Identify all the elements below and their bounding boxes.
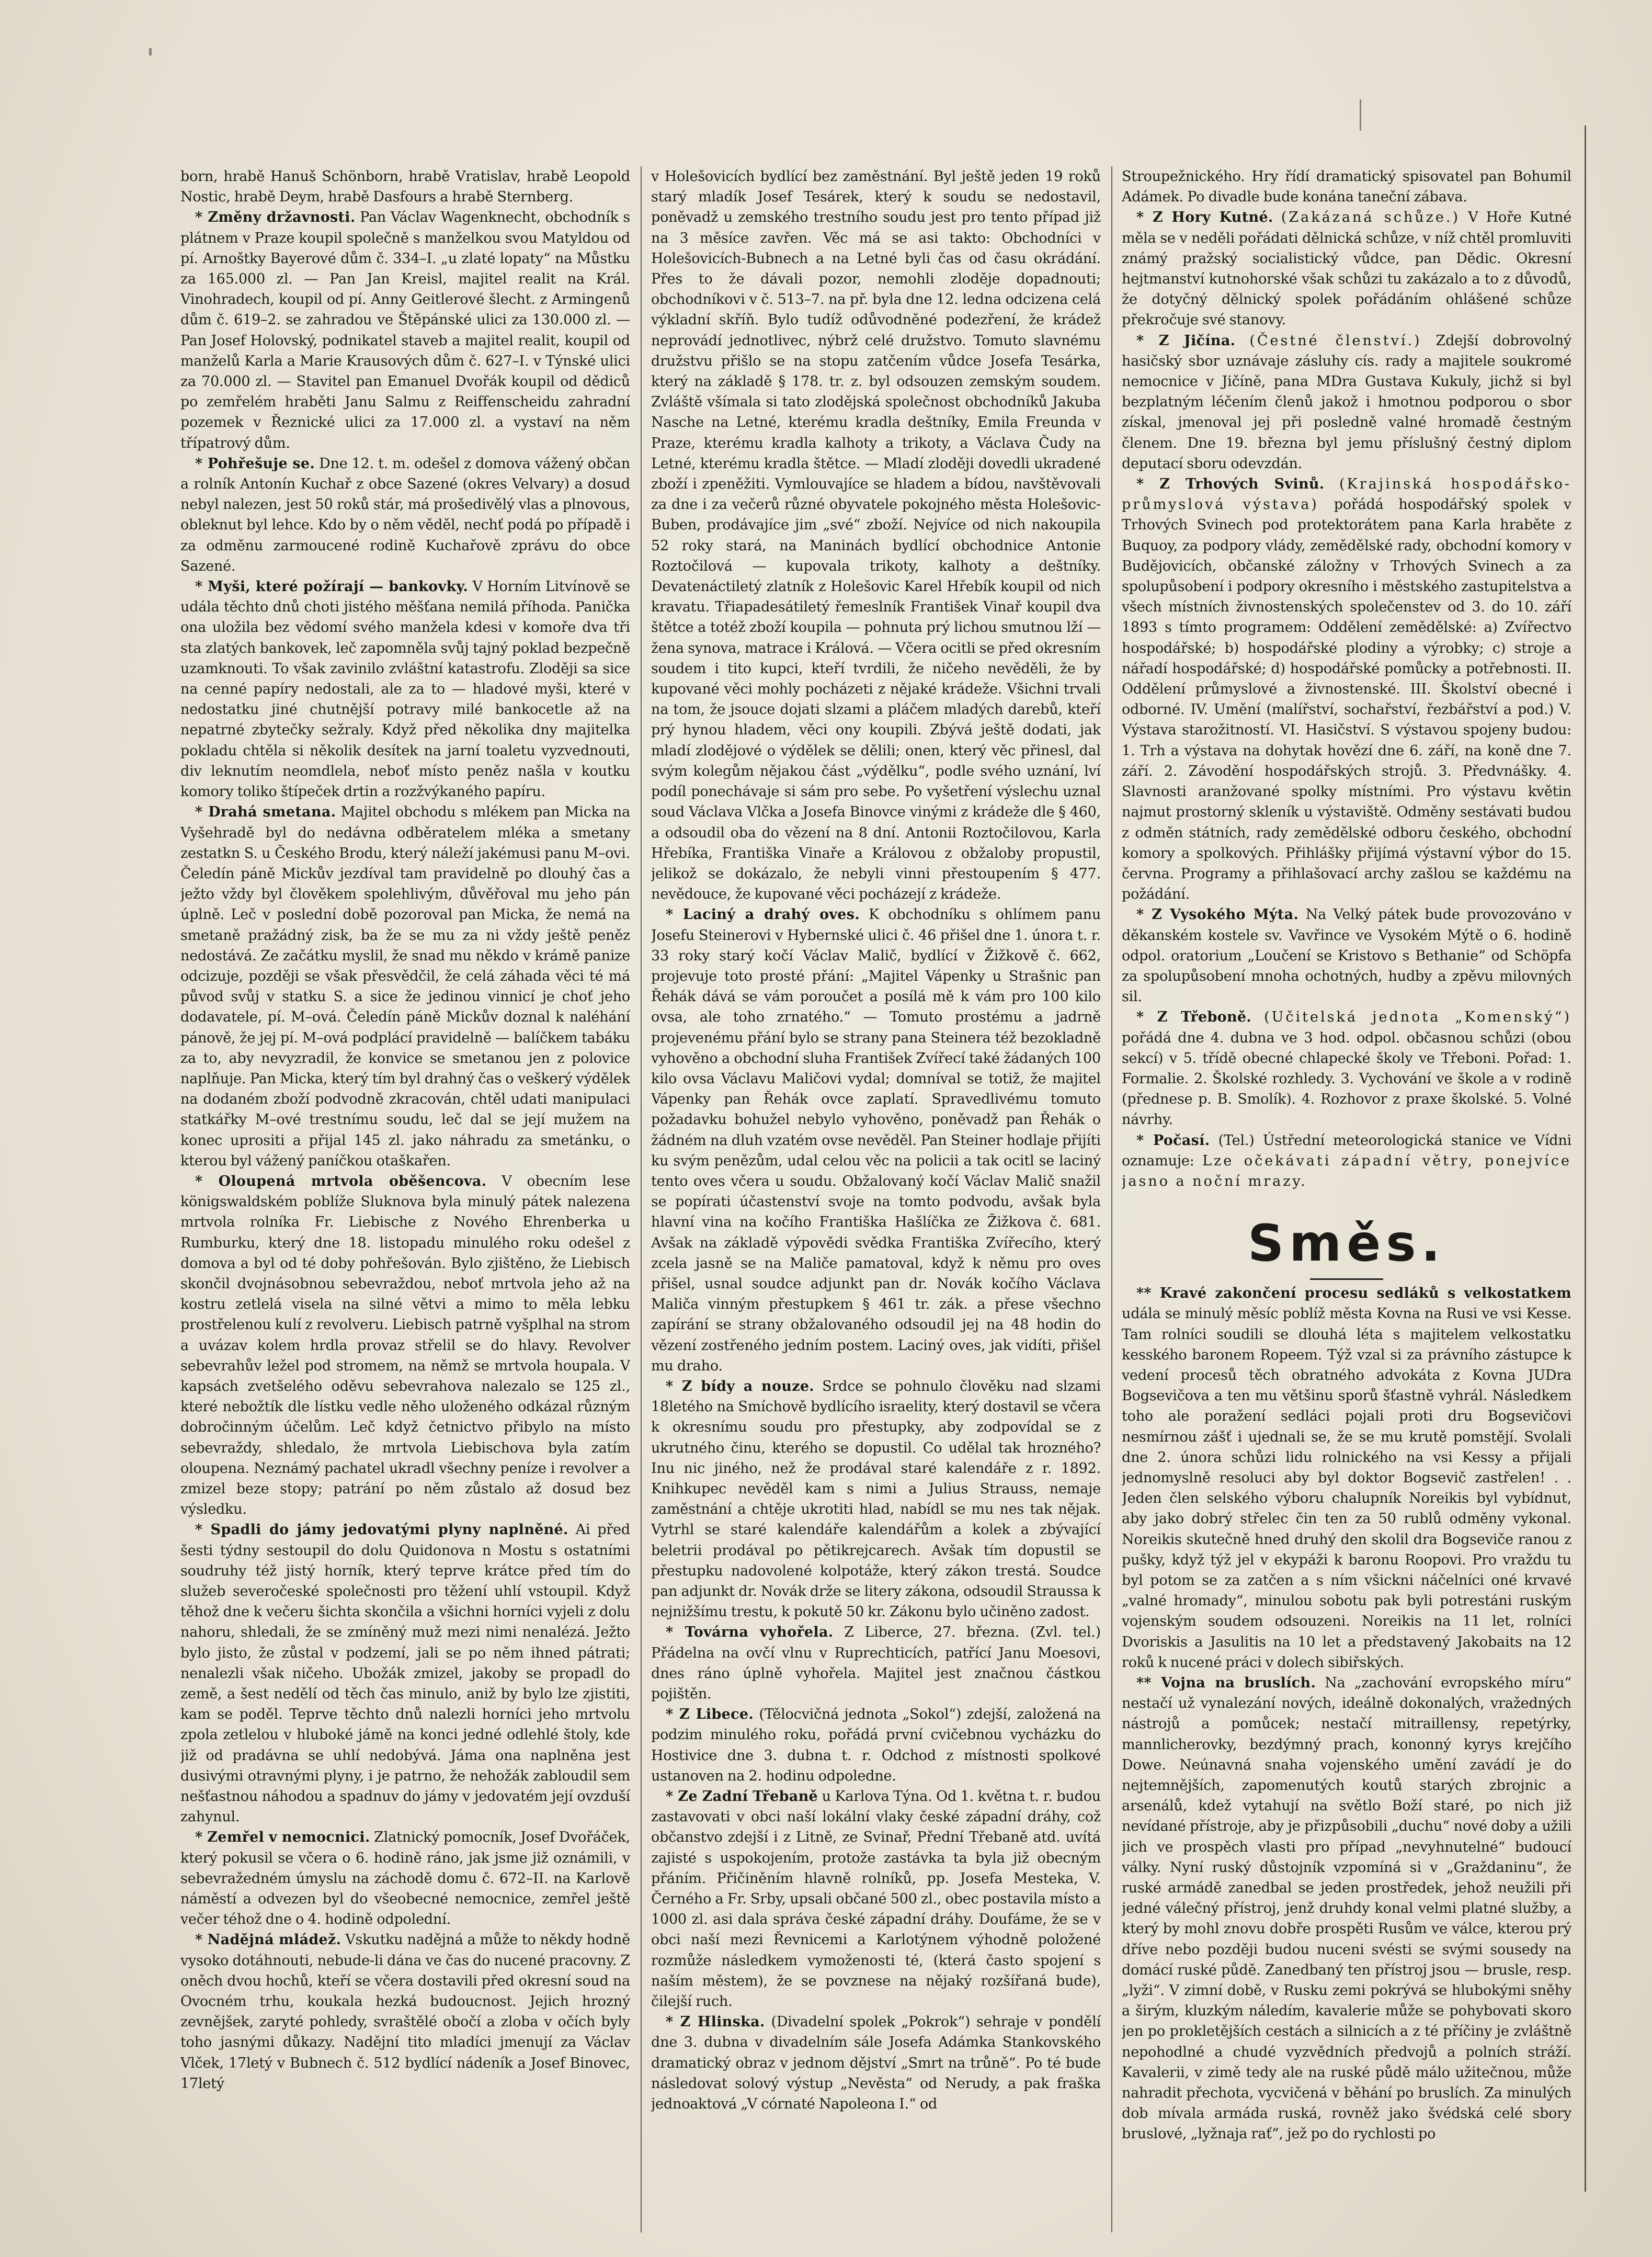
article-heading: * Oloupená mrtvola oběšencova. bbox=[195, 1173, 487, 1189]
article-heading: * Z Hlinska. bbox=[666, 2014, 765, 2031]
article-text: pořádá hospodářský spolek v Trhových Svinech pod protektorátem pana Karla hraběte z Buquoy, za podpory vlády, zemědělské rady, obchodní komory v Budějovicích, občanské záložny v Trhových Svinech a za spolupůsobení i podpory okresního i městského zastupitelstva a všech místních živnostenských společenstev od 3. do 10. září 1893 s tímto programem: Oddělení zemědělské: a) Zvířectvo hospodářské; b) hospodářské plodiny a výrobky; c) stroje a nářadí hospodářské; d) hospodářské pomůcky a potřebnosti. II. Oddělení průmyslové a živnostenské. III. Školství obecné i odborné. IV. Umění (malířství, sochařství, řezbářství a pod.) V. Výstava starožitností. VI. Hasičství. S výstavou spojeny budou: 1. Trh a výstava na dohytak hovězí dne 6. září, na koně dne 7. září. 2. Závodění hospodářských strojů. 3. Předvnášky. 4. Slavnosti aranžované spolky místními. Pro výstavu květin najmut prostorný skleník u výstaviště. Odměny sestávati budou z odměn státních, rady zemědělské odboru českého, obchodní komory a spolkových. Přihlášky přijímá výstavní výbor do 15. června. Programy a přihlašovací archy zašlou se každému na požádání. bbox=[1122, 496, 1571, 903]
article-subheading: (Zakázaná schůze.) bbox=[1281, 209, 1460, 226]
article-draha-smetana bbox=[180, 802, 630, 1171]
article-heading: ** Vojna na bruslích. bbox=[1136, 1675, 1316, 1692]
article-text: v Holešovicích bydlící bez zaměstnání. Byl ještě jeden 19 roků starý mladík Josef Tesárek, který k soudu se nedostavil, poněvadž u zemského trestního soudu jest pro tento případ již na 3 měsíce zavřen. Věc má se asi takto: Obchodníci v Holešovicích-Bubnech a na Letné byli čas od času okrádání. Přes to že dávali pozor, nemohli zloděje dopadnouti; obchodníkovi v č. 513–7. na př. byla dne 12. ledna odcizena celá výkladní skříň. Bylo tudíž odůvodněné podezření, že krádež neprovádí jednotlivec, nýbrž celé družstvo. Tomuto slavnému družstvu přišlo se na stopu zatčením vůdce Josefa Tesárka, který na základě § 178. tr. z. byl odsouzen zemským soudem. Zvláště všímala si tato zlodějská společnost obchodníků Jakuba Nasche na Letné, kterému kradla deštníky, Emila Freunda v Praze, kterému kradla kalhoty a trikoty, a Václava Čudy na Letné, kterému kradla štětce. — Mladí zloději dovedli ukradené zboží i zpeněžiti. Vymlouvajíce se hladem a bídou, navštěvovali za dne i za večerů různé obyvatele pokojného města Holešovic-Buben, prodávajíce jim „své“ zboží. Nejvíce od nich nakoupila 52 roky stará, na Maninách bydlící obchodnice Antonie Roztočilová — kupovala trikoty, kalhoty a deštníky. Devatenáctiletý zlatník z Holešovic Karel Hřebík koupil od nich kravatu. Třiapadesátiletý řemeslník František Vinař koupil dva štětce a totéž zboží koupila — pohnuta prý lichou smutnou lží — žena synova, matrace i Králová. — Včera ocitli se před okresním soudem i tito kupci, kteří tvrdili, že ničeho nevěděli, že by kupované věci mohly pocházeti z nějaké krádeže. Všichni trvali na tom, že jsouce dojati slzami a pláčem mladých darebů, kteří prý hynou hladem, věci ony koupili. Zbývá ještě dodati, jak mladí zlodějové o výdělek se dělili; onen, který věc přinesl, dal svým kolegům nějakou část „výdělku“, podle svého uznání, lví podíl ponechávaje si sám pro sebe. Po vyšetření výslechu uznal soud Václava Vlčka a Josefa Binovce vinými z krádeže dle § 460, a odsoudil oba do vězení na 8 dní. Antonii Roztočilovou, Karla Hřebíka, Františka Vinaře a Královou z obžaloby propustil, jelikož se dokázalo, že nebyli vinni přestoupením § 477. nevědouce, že kupované věci pocházejí z krádeže. bbox=[651, 168, 1101, 903]
article-heading: * Z Jičína. bbox=[1136, 332, 1236, 349]
article-krvave-zakonceni-procesu bbox=[1122, 1283, 1571, 1673]
article-heading: * Ze Zadní Třebaně bbox=[666, 1788, 818, 1805]
article-z-jicina bbox=[1122, 331, 1571, 474]
article-text: Pan Václav Wagenknecht, obchodník s plátnem v Praze koupil společně s manželkou svou Matyldou od pí. Arnoštky Bayerové dům č. 334–I. „u zlaté lopaty“ na Můstku za 165.000 zl. — Pan Jan Kreisl, majitel realit na Král. Vinohradech, koupil od pí. Anny Geitlerové šlecht. z Armingenů dům č. 619–2. se zahradou ve Štěpánské ulici za 130.000 zl. — Pan Josef Holovský, podnikatel staveb a majitel realit, koupil od manželů Karla a Marie Krausových dům č. 627–I. v Týnské ulici za 70.000 zl. — Stavitel pan Emanuel Dvořák koupil od dědiců po zemřelém hraběti Janu Salmu z Reiffenscheidu zahradní pozemek v Řeznické ulici za 17.000 zl. a vystaví na něm třípatrový dům. bbox=[180, 209, 630, 451]
article-text: Zlatnický pomocník, Josef Dvořáček, který pokusil se včera o 6. hodině ráno, jak jsme již oznámili, v sebevražedném úmyslu na záchodě domu č. 672–II. na Karlově náměstí a odvezen byl do všeobecné nemocnice, zemřel ještě večer téhož dne o 4. hodině odpolední. bbox=[180, 1829, 630, 1928]
ink-speck bbox=[1360, 99, 1361, 131]
article-pohresuje-se bbox=[180, 453, 630, 576]
article-pocasi bbox=[1122, 1130, 1571, 1192]
article-zmeny-drzebnosti bbox=[180, 207, 630, 453]
article-heading: * Z Hory Kutné. bbox=[1136, 209, 1273, 226]
article-text: Z Liberce, 27. března. (Zvl. tel.) Přádelna na ovčí vlnu v Ruprechticích, patřící Janu Moesovi, dnes ráno úplně vyhořela. Majitel jest značnou částkou pojištěn. bbox=[651, 1624, 1101, 1703]
article-text: Ai před šesti týdny sestoupil do dolu Quidonova n Mostu s ostatními soudruhy též jistý horník, který teprve krátce před tím do služeb severočeské společnosti pro těžení uhlí vstoupil. Když těhož dne k večeru šichta skončila a všichni horníci vyjeli z dolu nahoru, shledali, že se zmíněný muž mezi nimi nenalézá. Ježto bylo jisto, že zůstal v podzemí, jali se po něm ihned pátrati; nenalezli však ničeho. Ubožák zmizel, jakoby se propadl do země, a šest nedělí od těch čas minulo, aniž by bylo lze zjistiti, kam se poděl. Teprve těchto dnů nalezli horníci jeho mrtvolu zpola zetlelou v hluboké jámě na konci jedné odlehlé štoly, kde již od pradávna se uhlí nedobývá. Jáma ona naplněna jest dusivými otravnými plyny, i je patrno, že nehožák zabloudil sem nešťastnou náhodou a spadnuv do jámy v jedovatém její ovzduší zahynul. bbox=[180, 1522, 630, 1825]
article-continuation bbox=[1122, 166, 1571, 207]
article-text: (Divadelní spolek „Pokrok“) sehraje v pondělí dne 3. dubna v divadelním sále Josefa Adámka Stankovského dramatický obraz v jednom dějství „Smrt na trůně“. Po té bude následovat solový výstup „Nevěsta“ od Nerudy, a pak fraška jednoaktová „V córnaté Napoleona I.“ od bbox=[651, 2014, 1101, 2113]
article-text: Stroupežnického. Hry řídí dramatický spisovatel pan Bohumil Adámek. Po divadle bude konána taneční zábava. bbox=[1122, 168, 1571, 206]
article-text: Dne 12. t. m. odešel z domova vážený občan a rolník Antonín Kuchař z obce Sazené (okres Velvary) a dosud nebyl nalezen, jest 50 roků stár, má prošedivělý vlas a plnovous, obleknut byl lehce. Kdo by o něm věděl, nechť podá po případě i za odměnu zarmoucené rodině Kuchařově zprávu do obce Sazené. bbox=[180, 455, 630, 574]
article-continuation bbox=[180, 166, 630, 207]
article-text: K obchodníku s ohlímem panu Josefu Steinerovi v Hybernské ulici č. 46 přišel dne 1. února t. r. 33 roky starý kočí Václav Malič, bydlící v Žižkově č. 662, projevuje toto prosté přání: „Majitel Vápenky u Strašnic pan Řehák dává se vám poroučet a posílá mě k vám pro 100 kilo ovsa, ale toho zrnatého.“ — Tomuto prostému a jadrně projevenému přání bylo se strany pana Steinera též bezokladně vyhověno a obchodní sluha František Zvířecí také žádaných 100 kilo ovsa Václavu Maličovi vydal; domníval se totiž, že majitel Vápenky pan Řehák ovce zaplatí. Spravedlivému tomuto požadavku bohužel nebylo vyhověno, poněvadž pan Řehák o žádném na dluh vzatém ovse nevěděl. Pan Steiner hodlaje přijíti ku svým penězům, udal celou věc na policii a tak ocitl se laciný tento oves včera u soudu. Obžalovaný kočí Václav Malič snažil se popírati účastenství svoje na tomto podvodu, avšak byla hlavní vina na kočího Františka Hašlíčka ze Žižkova č. 681. Avšak na základě výpovědi svědka Františka Zvířecího, který zcela jasně se na Maliče pamatoval, když k němu pro oves přišel, usnal soudce adjunkt pan dr. Novák kočího Václava Maliča vinným přestupkem § 461 tr. zák. a přese všechno zapírání se strany obžalovaného odsoudil jej na 48 hodin do vězení zostřeného jedním postem. Laciný oves, jak vidíti, přišel mu draho. bbox=[651, 906, 1101, 1374]
section-heading-smes: Směs. bbox=[1248, 1214, 1445, 1273]
article-heading: * Pohřešuje se. bbox=[195, 455, 315, 472]
article-heading: * Z Vysokého Mýta. bbox=[1136, 906, 1299, 923]
article-heading: * Z Třeboně. bbox=[1136, 1009, 1252, 1026]
article-nadejna-mladez bbox=[180, 1930, 630, 2094]
article-text: Majitel obchodu s mlékem pan Micka na Vyšehradě byl do nedávna odběratelem mléka a smetany zestatkn S. u Českého Brodu, který náleží jakémusi panu M–ovi. Čeledín páně Mickův jezdíval tam pravidelně po dlouhý čas a ježto vždy byl člověkem spolehlivým, důvěřoval mu jeho pán úplně. Leč v poslední době pozoroval pan Micka, že nemá na smetaně pražádný zisk, ba že se mu za ni vždy ještě peněz nedostává. Ze začátku myslil, že snad mu někdo v krámě panize odcizuje, později se však přesvědčil, že celá záhada věci té má původ svůj v statku S. a sice že jedinou vinnicí je choť jeho dodavatele, pí. M–ová. Čeledín páně Mickův doznal k naléhání pánově, že jej pí. M–ová podplácí pravidelně — balíčkem tabáku za to, aby nevyzradil, že konvice se smetanou jen z polovice naplňuje. Pan Micka, který tím byl drahný čas o veškerý výdělek na dodaném zboží podvodně zkracován, chtěl udati manipulaci statkářky M–ové trestnímu soudu, leč dal se její mužem na konec uprositi a přijal 145 zl. jako náhradu za smetánku, o kterou byl vážený paníčkou otaškařen. bbox=[180, 804, 630, 1169]
article-z-trebone bbox=[1122, 1007, 1571, 1130]
article-heading: * Z Trhových Svinů. bbox=[1136, 476, 1325, 493]
column-3 bbox=[1122, 166, 1571, 2232]
article-subheading: (Krajinská hospodářsko-průmyslová výstava) bbox=[1122, 476, 1571, 513]
article-spadli-do-jamy bbox=[180, 1519, 630, 1827]
article-z-hory-kutne bbox=[1122, 207, 1571, 330]
column-divider bbox=[641, 166, 642, 2232]
column-2 bbox=[651, 166, 1101, 2232]
article-ze-zadni-trebane bbox=[651, 1786, 1101, 2012]
article-z-bidy-a-nouze bbox=[651, 1376, 1101, 1622]
article-text: u Karlova Týna. Od 1. května t. r. budou zastavovati v obci naší lokální vlaky české západní dráhy, což občanstvo zdejší i z Litně, ze Svinař, Přední Třebaně atd. uvítá zajisté s uspokojením, protože zastávka ta byla již obecným přáním. Přičiněním hlavně rolníků, pp. Josefa Mesteka, V. Černého a Fr. Srby, upsali občané 500 zl., obec postavila místo a 1000 zl. asi dala správa české západní dráhy. Doufáme, že se v obci naší mezi Řevnicemi a Karlotýnem výhodně položené rozmůže následkem vymoženosti té, (která často spojení s naším městem), že se povznese na nějaký rozšířaná bude), čilejší ruch. bbox=[651, 1788, 1101, 2010]
article-laciny-drahy-oves bbox=[651, 904, 1101, 1376]
article-heading: * Změny državnosti. bbox=[195, 209, 356, 226]
article-text: Srdce se pohnulo člověku nad slzami 18letého na Smíchově bydlícího israelity, který dostavil se včera k okresnímu soudu pro přestupky, aby zodpovídal se z ukrutného činu, kterého se dopustil. Co udělal tak hrozného? Inu nic jiného, než že prodával staré kalendáře z r. 1892. Knihkupec nevěděl kam s nimi a Julius Strauss, nemaje zaměstnání a chtěje ukrotiti hlad, nabídl se mu nes tak nějak. Vytrhl se staré kalendáře kalendářům a kolek a zbývající beletrii prodával po pětikrejcarech. Avšak tím dopustil se přestupku nadovolené kolpotáže, který zákon trestá. Soudce pan adjunkt dr. Novák drže se litery zákona, odsoudil Straussa k nejnižšímu trestu, k pokutě 50 kr. Zákonu bylo učiněno zadost. bbox=[651, 1378, 1101, 1620]
column-divider bbox=[1111, 166, 1112, 2232]
article-z-hlinska bbox=[651, 2012, 1101, 2114]
article-heading: * Spadli do jámy jedovatými plyny naplněné. bbox=[195, 1522, 568, 1538]
article-heading: * Drahá smetana. bbox=[195, 804, 336, 821]
article-heading: * Myši, které požírají — bankovky. bbox=[195, 579, 469, 595]
article-heading: * Zemřel v nemocnici. bbox=[195, 1829, 370, 1846]
article-z-trhovych-svinu bbox=[1122, 474, 1571, 904]
article-text: born, hrabě Hanuš Schönborn, hrabě Vratislav, hrabě Leopold Nostic, hrabě Deym, hrabě Dasfours a hrabě Sternberg. bbox=[180, 168, 630, 206]
article-heading: * Počasí. bbox=[1136, 1132, 1210, 1149]
weather-forecast: Lze očekávati západní větry, ponejvíce jasno a noční mrazy. bbox=[1122, 1152, 1571, 1189]
article-subheading: (Čestné členství.) bbox=[1249, 332, 1422, 349]
article-subheading: (Učitelská jednota „Komenský“) bbox=[1264, 1009, 1571, 1026]
article-text: (Tel.) Ústřední meteorologická stanice ve Vídni oznamuje: bbox=[1122, 1132, 1571, 1169]
article-text: pořádá dne 4. dubna ve 3 hod. odpol. občasnou schůzi (obou sekcí) v 5. třídě obecné chlapecké školy ve Třeboni. Pořad: 1. Formalie. 2. Školské rozhledy. 3. Vychování ve škole a v rodině (přednese p. B. Smolík). 4. Rozhovor z praxe školské. 5. Volné návrhy. bbox=[1122, 1029, 1571, 1128]
article-z-vysokeho-myta bbox=[1122, 904, 1571, 1007]
article-text: Na Velký pátek bude provozováno v děkanském kostele sv. Vavřince ve Vysokém Mýtě o 6. hodině odpol. oratorium „Loučení se Kristovo s Bethanie“ od Schöpfa za spolupůsobení mnoha ochotných, hudby a zpěvu milovných sil. bbox=[1122, 906, 1571, 1005]
article-vojna-na-bruslich bbox=[1122, 1673, 1571, 2145]
article-heading: * Továrna vyhořela. bbox=[666, 1624, 834, 1641]
column-1 bbox=[180, 166, 630, 2232]
article-text: Na „zachování evropského míru“ nestačí už vynalezání nových, ideálně dokonalých, vražedných nástrojů a pomůcek; nestačí mitraillensy, repetýrky, mannlicherovky, bezdýmný prach, kononný kyrys krejčího Dowe. Neúnavná snaha vojenského umění zavádí je do nejtemnějších, zapomenutých koutů starých zbrojnic a arsenálů, kdež vytahují na světlo Boží staré, po nich již nevídané přístroje, aby je přizpůsobili „duchu“ nové doby a užili jich ve prospěch vlasti pro případ „nevyhnutelné“ budoucí války. Nyní ruský důstojník vzpomíná si v „Graždaninu“, že ruské armádě zanedbal se jeden prostředek, jehož neužili při jedné válečný přístroj, jenž druhdy konal velmi platné služby, a který by mohl znovu dobře prospěti Rusům ve válce, kterou prý dříve nebo později budou nuceni svésti se svými sousedy na domácí ruské půdě. Zanedbaný ten přístroj jsou — brusle, resp. „lyži“. V zimní době, v Rusku zemi pokrývá se hlubokými sněhy a širým, kluzkým náledím, kavalerie může se pohybovati skoro jen po prokletějších cestách a silnicích a z té příčiny je zvláštně nepohodlné a chudé vyzvědních předvojů a polních stráží. Kavalerii, v zimě tedy ale na ruské půdě málo užitečnou, může nahradit přechota, vycvičená v běhání po bruslích. Za minulých dob mívala armáda ruská, rovněž jako švédská celé sbory bruslové, „lyžnaja rať“, jež po do rychlosti po bbox=[1122, 1675, 1571, 2142]
article-tovarna-vyhorela bbox=[651, 1622, 1101, 1704]
article-continuation bbox=[651, 166, 1101, 904]
article-text: (Tělocvičná jednota „Sokol“) zdejší, založená na podzim minulého roku, pořádá první cvičebnou vycházku do Hostivice dne 3. dubna t. r. Odchod z místnosti spolkové ustanoven na 2. hodinu odpoledne. bbox=[651, 1706, 1101, 1784]
section-divider bbox=[1310, 1278, 1383, 1280]
article-text: udála se minulý měsíc poblíž města Kovna na Rusi ve vsi Kesse. Tam rolníci soudili se dlouhá léta s majitelem velkostatku kesského baronem Ropeem. Týž vzal si za právního zástupce k vedení procesů těch obratného advokáta z Kovna JUDra Bogsevičova a ten mu většinu sporů šťastně vyhrál. Následkem toho ale poražení sedláci pojali proti dru Bogsevičovi nesmírnou zášť i ujednali se, že se mu krutě pomstějí. Svolali dne 2. února schůzi lidu rolnického na vsi Kessy a přijali jednomyslně resoluci aby byl doktor Bogsevič zastřelen! . . Jeden člen selského výboru chalupník Noreikis byl vybídnut, aby jako dobrý střelec čin ten za 50 rublů odměny vykonal. Noreikis skutečně hned druhý den skolil dra Bogseviče ranou z pušky, když týž jel v ekypáži k baronu Roopovi. Pro vraždu tu byl potom se za zatčen a s ním všickni náčelníci oné krvavé „valné hromady“, minulou sobotu pak byli potrestáni ruským vojenským soudem odsouzeni. Noreikis na 11 let, rolníci Dvoriskis a Jasulitis na 10 let a představený Jakobaits na 12 roků k nucené práci v dolech sibiřských. bbox=[1122, 1306, 1571, 1671]
article-text: Vskutku nadějná a může to někdy hodně vysoko dotáhnouti, nebude-li dána ve čas do nucené pracovny. Z oněch dvou hochů, kteří se včera dostavili před okresní soud na Ovocném trhu, koukala hezká budoucnost. Jejich hrozný zevnějšek, zaryté pohledy, svraštělé obočí a zloba v očích byly toho jasnými důkazy. Nadějní tito mladíci jmenují za Václav Vlček, 17letý v Bubnech č. 512 bydlící nádeník a Josef Binovec, 17letý bbox=[180, 1932, 630, 2092]
article-text: V Horním Litvínově se udála těchto dnů choti jistého měšťana nemilá příhoda. Panička ona uložila bez vědomí svého manžela kdesi v komoře dva tři sta zlatých bankovek, leč zapomněla svůj tajný poklad bezpečně uzamknouti. To však zavinilo zvláštní katastrofu. Zloději sa sice na cenné papíry nedostali, ale za to — hladové myši, které v nedostatku jiné chutnější potravy milé bankocetle až na nepatrné zbytečky sežraly. Když před několika dny majitelka pokladu chtěla si několik desítek na jarní toaletu vyzvednouti, div leknutím neomdlela, neboť místo peněz našla v koutku komory toliko štípeček drtin a rozžvýkaného papíru. bbox=[180, 579, 630, 800]
article-zemrel-v-nemocnici bbox=[180, 1827, 630, 1930]
page-body bbox=[180, 166, 1587, 2232]
article-text: V Hoře Kutné měla se v neděli pořádati dělnická schůze, v níž chtěl promluviti známý pražský socialistický vůdce, pan Dědic. Okresní hejtmanství kutnohorské však schůzi tu zakázalo a to z důvodů, že dotyčný dělnický spolek pořádáním ohlášené schůze překročuje své stanovy. bbox=[1122, 209, 1571, 328]
article-z-libece bbox=[651, 1704, 1101, 1786]
article-mysi-bankovky bbox=[180, 576, 630, 802]
article-heading: * Z bídy a nouze. bbox=[666, 1378, 815, 1394]
article-text: Zdejší dobrovolný hasičský sbor uznávaje zásluhy cís. rady a majitele soukromé nemocnice v Jičíně, pana MDra Gustava Kukuly, jichž si byl bezplatným léčením členů jakož i hmotnou podporou o sbor získal, jmenoval jej při posledně valné hromadě čestným členem. Dne 19. března byl jemu příslušný čestný diplom deputací sboru odevzdán. bbox=[1122, 332, 1571, 472]
ink-speck bbox=[149, 48, 152, 55]
article-heading: * Z Libece. bbox=[666, 1706, 754, 1723]
article-text: V obecním lese königswaldském poblíže Sluknova byla minulý pátek nalezena mrtvola rolníka Fr. Liebische z Nového Ehrenberka u Rumburku, který dne 18. listopadu minulého roku odešel z domova a byl od té doby pohřešován. Bylo zjištěno, že Liebisch skončil dvojnásobnou sebevraždou, neboť mrtvola jeho až na kostru zetlelá visela na silné větvi a mimo to měla lebku prostřelenou kulí z revolveru. Liebisch patrně vyšplhal na strom a uvázav kolem hrdla provaz střelil se do hlavy. Revolver sebevrahův ležel pod stromem, na němž se mrtvola houpala. V kapsách zvetšelého oděvu sebevrahova nalezalo se 125 zl., které nebožtík dle lístku vedle něho uloženého odkázal různým dobročinným účelům. Leč když četnictvo přibylo na místo sebevraždy, shledalo, že mrtvola Liebischova byla zatím oloupena. Neznámý pachatel ukradl všechny peníze i revolver a zmizel beze stopy; patrání po něm zůstalo až dosud bez výsledku. bbox=[180, 1173, 630, 1518]
article-oloupena-mrtvola bbox=[180, 1171, 630, 1519]
article-heading: * Laciný a drahý oves. bbox=[666, 906, 860, 923]
article-heading: * Nadějná mládež. bbox=[195, 1932, 341, 1948]
article-heading: ** Kravé zakončení procesu sedláků s velkostatkem bbox=[1136, 1285, 1571, 1302]
